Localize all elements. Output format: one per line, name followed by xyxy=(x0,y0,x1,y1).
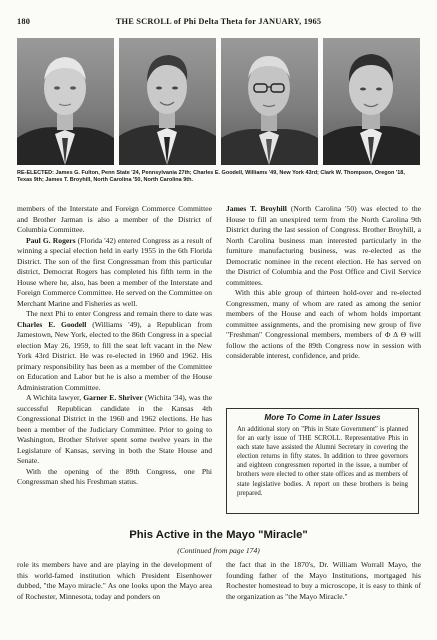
paragraph-text: (Wichita '34), was the successful Republican candidate in the Kansas 4th Congressional District in the 1960 and 1962 elections. He has been a member of the Judiciary Committee. Prior to going to Washington, Brother Shriver spent some twelve years in the Legislature of Kansas, serving in both the State House and Senate. xyxy=(17,393,212,465)
portrait-photo-4 xyxy=(323,38,420,165)
text-column-3 xyxy=(17,560,212,602)
running-title: THE SCROLL of Phi Delta Theta for JANUARY, 1965 xyxy=(115,17,322,26)
photo-caption: RE-ELECTED: James G. Fulton, Penn State '24, Pennsylvania 27th; Charles E. Goodell, Williams '49, New York 43rd; Clark W. Thompson, Oregon '18, Texas 9th; James T. Broyhill, North Carolina '50, North Carolina 9th. xyxy=(17,170,405,184)
paragraph xyxy=(226,204,421,288)
paragraph: the fact that in the 1870's, Dr. William Worrall Mayo, the founding father of the Mayo Institutions, mortgaged his Rochester homestead to buy a microscope, it is easy to think of the organization as "the Mayo Miracle." xyxy=(226,560,421,601)
paragraph: members of the Interstate and Foreign Commerce Committee and Brother Jarman is also a member of the District of Columbia Committee. xyxy=(17,204,212,234)
article-title: Phis Active in the Mayo "Miracle" xyxy=(129,529,308,541)
portrait-photo-1 xyxy=(17,38,114,165)
paragraph xyxy=(17,236,212,310)
text-column-1 xyxy=(17,204,212,488)
paragraph-text: (Williams '49), a Republican from Jamestown, New York, elected to the 86th Congress in a special election May 26, 1959, to fill the seat left vacant in the New York 43rd District. He was re-elected in 1960 and 1962. His primary responsibility has been as a member of the Committee on Education and Labor but he is also a member of the House Administration Committee. xyxy=(17,319,212,392)
paragraph: With the opening of the 89th Congress, one Phi Congressman shed his Freshman status. xyxy=(17,466,212,486)
portrait-photo-3-image xyxy=(221,38,318,165)
person-name: James T. Broyhill xyxy=(226,204,287,213)
paragraph-text: (Florida '42) entered Congress as a result of winning a special election held in early 1955 in the 6th Florida District. The son of the first Congressman from this particular district, Democrat Rogers has completed his fifth term in the House where he, also, has been a member of the Interstate and Foreign Commerce Committee. He served on the Committee on Merchant Marine and Fisheries as well. xyxy=(17,235,212,308)
paragraph-text: A Wichita lawyer, xyxy=(26,393,84,402)
paragraph-text: (North Carolina '50) was elected to the House to fill an unexpired term from the North Carolina 9th District during the last session of Congress. Brother Broyhill, a North Carolina business man interested particularly in the furniture manufacturing business, was re-elected as the Democratic nominee in the recent election. He has served on the District of Columbia and the Post Office and Civil Service committees. xyxy=(226,204,422,287)
box-text: An additional story on "Phis in State Government" is planned for an early issue of THE SCROLL. Representative Phis in each state have assisted the Alumni Secretary in covering the election returns in fifty states. In addition to three governors and eighteen congressmen reported in the issue, a number of brothers were elected to other state offices and as members of state legislative bodies. A report on these brothers is being prepared. xyxy=(237,426,408,497)
text-column-4 xyxy=(226,560,421,602)
portrait-photo-2 xyxy=(119,38,216,165)
person-name: Garner E. Shriver xyxy=(83,393,143,402)
sidebar-box xyxy=(226,408,419,514)
paragraph-text: The next Phi to enter Congress and remain there to date was xyxy=(26,309,212,318)
page-number: 180 xyxy=(17,17,31,26)
box-title: More To Come in Later Issues xyxy=(264,413,381,422)
portrait-row xyxy=(17,38,420,166)
portrait-photo-1-image xyxy=(17,38,114,165)
portrait-photo-4-image xyxy=(323,38,420,165)
continued-note: (Continued from page 174) xyxy=(177,546,260,555)
paragraph: With this able group of thirteen hold-over and re-elected Congressmen, many of whom are rated as among the senior members of the House and each of whom holds important committee assignments, and the promising new group of five "Freshman" Congressional members, members of Φ Δ Θ will follow the actions of the 89th Congress now in session with considerable interest, confidence, and pride. xyxy=(226,288,421,360)
portrait-photo-3 xyxy=(221,38,318,165)
person-name: Paul G. Rogers xyxy=(26,235,76,245)
page-header xyxy=(17,17,420,29)
text-column-2 xyxy=(226,204,421,362)
person-name: Charles E. Goodell xyxy=(17,319,87,329)
paragraph xyxy=(17,393,212,467)
portrait-photo-2-image xyxy=(119,38,216,165)
paragraph: role its members have and are playing in the development of this world-famed institution which President Eisenhower dubbed, "the Mayo miracle." As one looks upon the Mayo area of Rochester, Minnesota, today and ponders on xyxy=(17,560,212,601)
paragraph xyxy=(17,309,212,393)
